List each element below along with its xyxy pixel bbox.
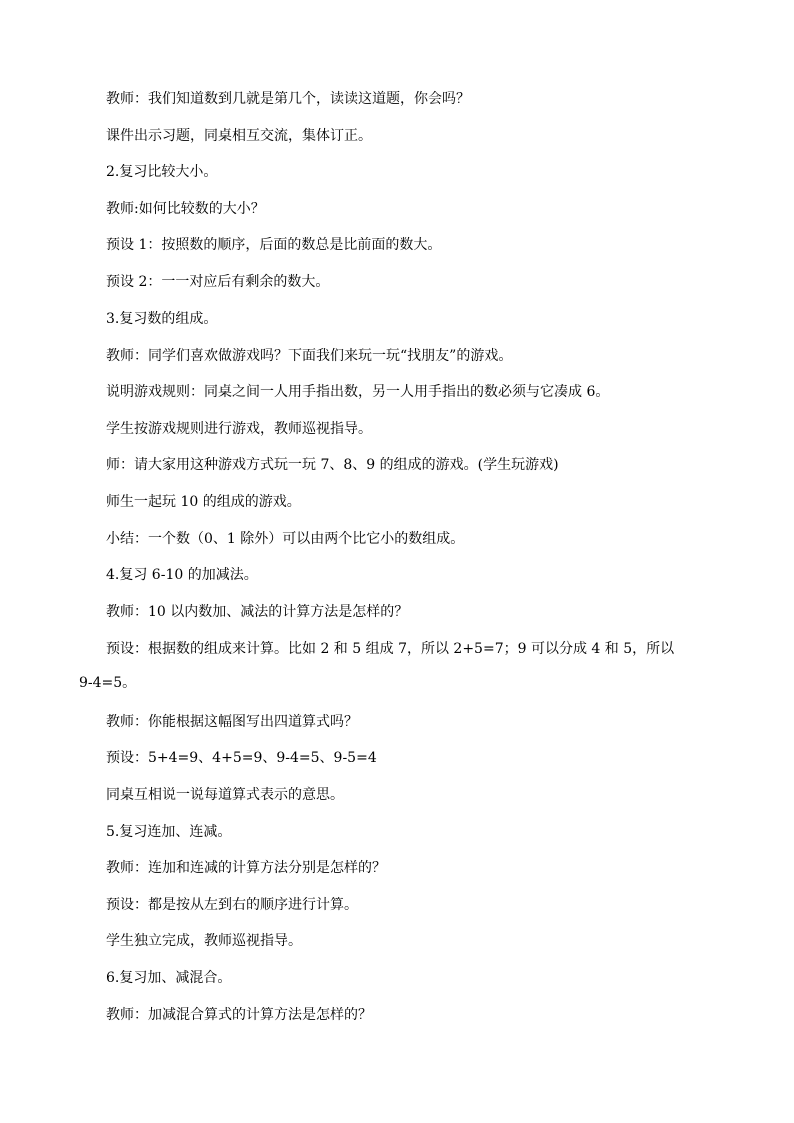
text-line: 预设：根据数的组成来计算。比如 2 和 5 组成 7，所以 2+5=7；9 可以分成 4 和 5，所以 <box>106 641 675 657</box>
text-line: 教师：你能根据这幅图写出四道算式吗？ <box>106 714 358 730</box>
text-line: 说明游戏规则：同桌之间一人用手指出数，另一人用手指出的数必须与它凑成 6。 <box>106 384 610 400</box>
text-line: 预设：都是按从左到右的顺序进行计算。 <box>106 897 358 913</box>
text-line: 预设：5+4=9、4+5=9、9-4=5、9-5=4 <box>106 750 377 766</box>
text-line: 师生一起玩 10 的组成的游戏。 <box>106 494 301 510</box>
text-line: 教师：加减混合算式的计算方法是怎样的？ <box>106 1007 372 1023</box>
heading-text: 5.复习连加、连减。 <box>106 824 232 840</box>
heading-text: 3.复习数的组成。 <box>106 311 218 327</box>
text-line: 教师：连加和连减的计算方法分别是怎样的？ <box>106 860 386 876</box>
text-line: 教师：同学们喜欢做游戏吗？下面我们来玩一玩“找朋友”的游戏。 <box>106 348 513 364</box>
paragraph <box>0 638 794 694</box>
text-line: 学生独立完成，教师巡视指导。 <box>106 933 302 949</box>
text-line: 预设 1：按照数的顺序，后面的数总是比前面的数大。 <box>106 237 442 253</box>
text-line: 9-4=5。 <box>79 675 137 691</box>
text-line: 课件出示习题，同桌相互交流，集体订正。 <box>106 128 372 144</box>
text-line: 教师：10 以内数加、减法的计算方法是怎样的？ <box>106 604 409 620</box>
text-line: 教师:如何比较数的大小？ <box>106 201 265 217</box>
text-line: 小结：一个数（0、1 除外）可以由两个比它小的数组成。 <box>106 531 465 547</box>
heading-text: 4.复习 6-10 的加减法。 <box>106 567 258 583</box>
text-line: 师：请大家用这种游戏方式玩一玩 7、8、9 的组成的游戏。(学生玩游戏) <box>106 457 559 473</box>
text-line: 教师：我们知道数到几就是第几个，读读这道题，你会吗？ <box>106 91 470 107</box>
heading-text: 6.复习加、减混合。 <box>106 970 232 986</box>
text-line: 学生按游戏规则进行游戏，教师巡视指导。 <box>106 421 372 437</box>
text-line: 预设 2：一一对应后有剩余的数大。 <box>106 274 330 290</box>
text-line: 同桌互相说一说每道算式表示的意思。 <box>106 787 344 803</box>
heading-text: 2.复习比较大小。 <box>106 164 218 180</box>
